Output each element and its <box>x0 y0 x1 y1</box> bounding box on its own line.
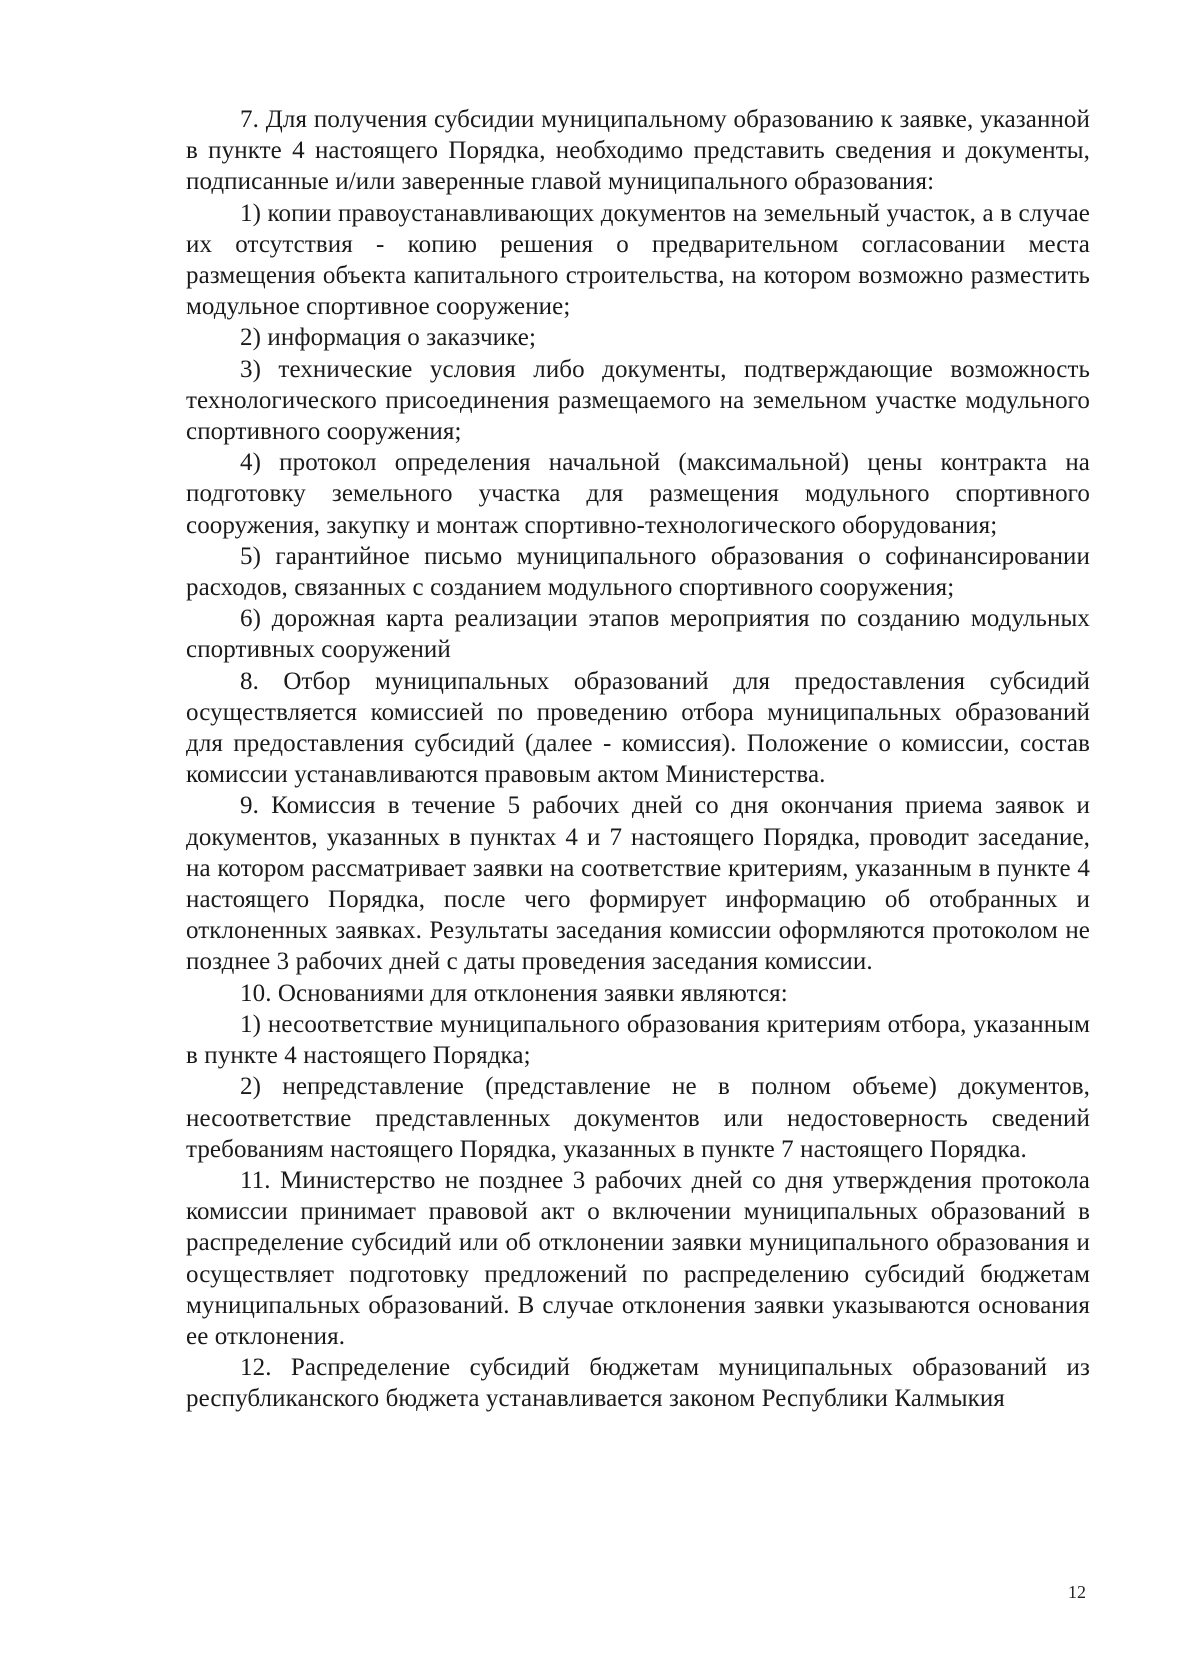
paragraph-7-item-4: 4) протокол определения начальной (максимальной) цены контракта на подготовку земельного участка для размещения модульного спортивного сооружения, закупку и монтаж спортивно-технологического оборудования; <box>186 449 1090 539</box>
paragraph-7-item-5: 5) гарантийное письмо муниципального образования о софинансировании расходов, связанных с созданием модульного спортивного сооружения; <box>186 542 1090 602</box>
paragraph-8: 8. Отбор муниципальных образований для предоставления субсидий осуществляется комиссией по проведению отбора муниципальных образований для предоставления субсидий (далее - комиссия). Положение о комиссии, состав комиссии устанавливаются правовым актом Министерства. <box>186 667 1090 789</box>
paragraph-12: 12. Распределение субсидий бюджетам муниципальных образований из республиканского бюджета устанавливается законом Республики Калмыкия <box>186 1354 1090 1413</box>
page-number: 12 <box>1068 1582 1086 1602</box>
paragraph-7-item-2: 2) информация о заказчике; <box>240 324 536 352</box>
paragraph-7-item-3: 3) технические условия либо документы, подтверждающие возможность технологического присоединения размещаемого на земельном участке модульного спортивного сооружения; <box>186 355 1090 446</box>
paragraph-7: 7. Для получения субсидии муниципальному образованию к заявке, указанной в пункте 4 настоящего Порядка, необходимо представить сведения и документы, подписанные и/или заверенные главой муниципального образования: <box>186 106 1090 196</box>
paragraph-9: 9. Комиссия в течение 5 рабочих дней со дня окончания приема заявок и документов, указанных в пунктах 4 и 7 настоящего Порядка, проводит заседание, на котором рассматривает заявки на соответствие критериям, указанным в пункте 4 настоящего Порядка, после чего формирует информацию об отобранных и отклоненных заявках. Результаты заседания комиссии оформляются протоколом не позднее 3 рабочих дней с даты проведения заседания комиссии. <box>186 792 1090 976</box>
paragraph-7-item-1: 1) копии правоустанавливающих документов на земельный участок, а в случае их отсутствия - копию решения о предварительном согласовании места размещения объекта капитального строительства, на котором возможно разместить модульное спортивное сооружение; <box>186 199 1090 321</box>
paragraph-10: 10. Основаниями для отклонения заявки являются: <box>240 979 788 1007</box>
paragraph-10-item-2: 2) непредставление (представление не в полном объеме) документов, несоответствие представленных документов или недостоверность сведений требованиям настоящего Порядка, указанных в пункте 7 настоящего Порядка. <box>186 1073 1090 1163</box>
paragraph-10-item-1: 1) несоответствие муниципального образования критериям отбора, указанным в пункте 4 настоящего Порядка; <box>186 1010 1090 1070</box>
paragraph-11: 11. Министерство не позднее 3 рабочих дней со дня утверждения протокола комиссии принимает правовой акт о включении муниципальных образований в распределение субсидий или об отклонении заявки муниципального образования и осуществляет подготовку предложений по распределению субсидий бюджетам муниципальных образований. В случае отклонения заявки указываются основания ее отклонения. <box>186 1166 1090 1350</box>
document-body <box>186 104 1090 1415</box>
paragraph-7-item-6: 6) дорожная карта реализации этапов мероприятия по созданию модульных спортивных сооружений <box>186 605 1090 664</box>
